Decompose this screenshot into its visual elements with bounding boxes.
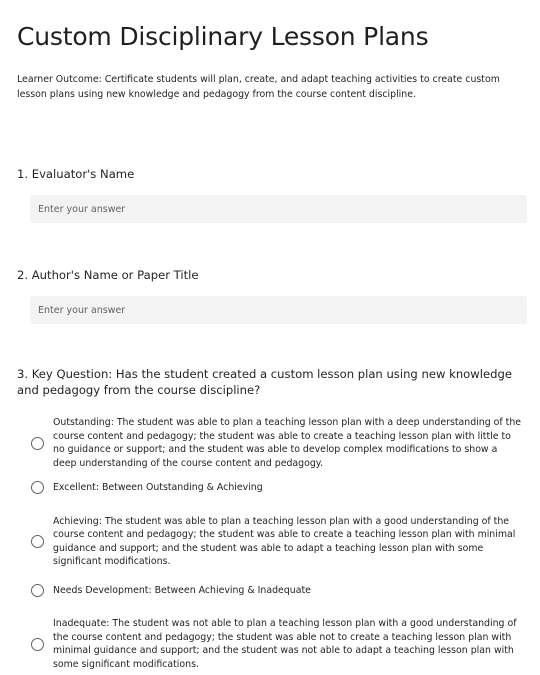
evaluator-name-placeholder: Enter your answer xyxy=(38,203,126,215)
option-label: Needs Development: Between Achieving & Inadequate xyxy=(53,584,311,596)
option-excellent[interactable] xyxy=(31,481,526,495)
option-label: Outstanding: The student was able to plan a teaching lesson plan with a deep understanding of the course content and pedagogy; the student was able to create a teaching lesson plan with little to no guidance or support; and the student was able to develop complex modifications to show a deep understanding of the course content and pedagogy. xyxy=(53,417,522,469)
question-3 xyxy=(17,366,526,671)
question-1-number: 1. xyxy=(17,167,29,181)
question-3-number: 3. xyxy=(17,367,29,381)
option-label: Excellent: Between Outstanding & Achieving xyxy=(53,482,263,493)
option-inadequate[interactable] xyxy=(31,617,526,671)
question-1 xyxy=(17,166,526,223)
rating-options xyxy=(17,416,526,671)
radio-button[interactable] xyxy=(31,437,44,450)
question-2-title xyxy=(17,267,526,283)
question-2-number: 2. xyxy=(17,268,29,282)
option-achieving[interactable] xyxy=(31,515,526,569)
option-outstanding[interactable] xyxy=(31,416,526,470)
author-name-input[interactable] xyxy=(30,296,527,324)
question-1-label: Evaluator's Name xyxy=(31,167,135,181)
question-2 xyxy=(17,267,526,324)
author-name-placeholder: Enter your answer xyxy=(38,304,126,316)
radio-button[interactable] xyxy=(31,584,44,597)
radio-button[interactable] xyxy=(31,481,44,494)
question-2-label: Author's Name or Paper Title xyxy=(31,268,199,282)
radio-button[interactable] xyxy=(31,638,44,651)
option-label: Inadequate: The student was not able to plan a teaching lesson plan with a good understanding of the course content and pedagogy; the student was able not to create a teaching lesson plan with minimal guidance and support; and the student was not able to adapt a teaching lesson plan with some significant modifications. xyxy=(53,618,517,670)
question-3-title xyxy=(17,366,526,398)
question-1-title xyxy=(17,166,526,182)
form-description: Learner Outcome: Certificate students will plan, create, and adapt teaching activities to create custom lesson plans using new knowledge and pedagogy from the course content discipline. xyxy=(17,74,500,100)
form-title: Custom Disciplinary Lesson Plans xyxy=(17,22,429,51)
evaluator-name-input[interactable] xyxy=(30,195,527,223)
question-3-label: Key Question: Has the student created a custom lesson plan using new knowledge and pedagogy from the course discipline? xyxy=(17,367,512,397)
radio-button[interactable] xyxy=(31,535,44,548)
option-label: Achieving: The student was able to plan a teaching lesson plan with a good understanding of the course content and pedagogy; the student was able to create a teaching lesson plan with minimal guidance and support; and the student was able to adapt a teaching lesson plan with some significant modifications. xyxy=(53,515,516,567)
option-needs-development[interactable] xyxy=(31,584,526,598)
